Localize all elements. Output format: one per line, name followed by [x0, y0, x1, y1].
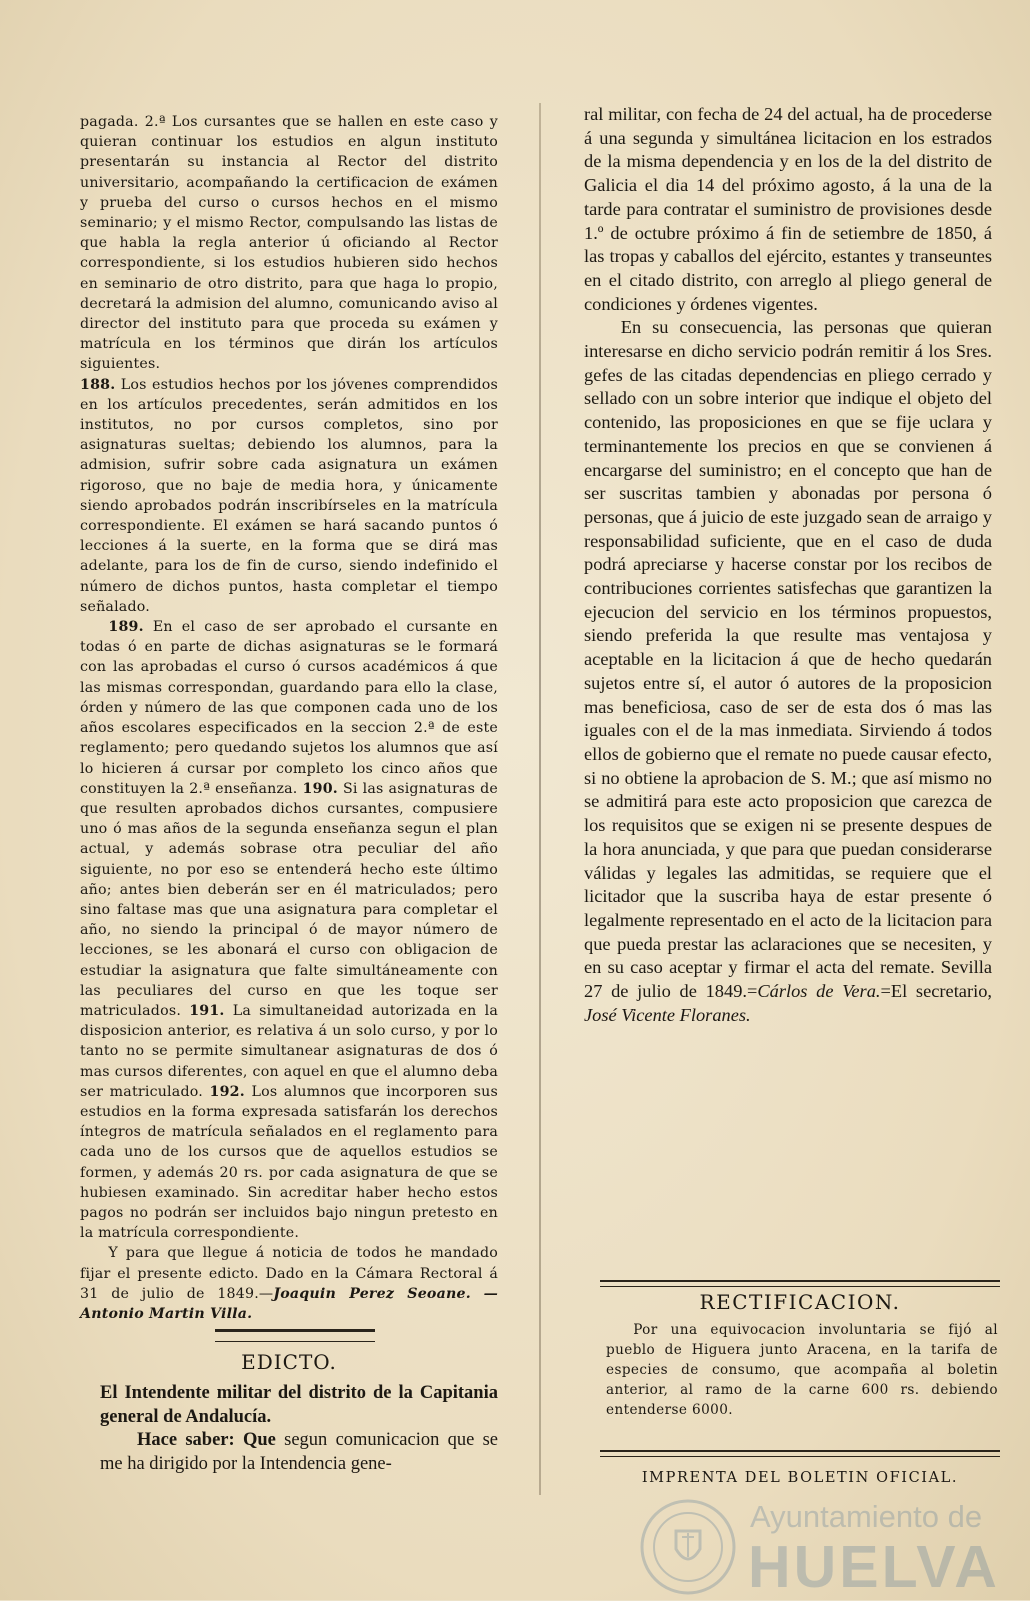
watermark-line-2: HUELVA	[748, 1534, 1000, 1600]
signer-name: Cárlos de Vera.	[757, 981, 881, 1002]
article-188	[80, 375, 498, 617]
seal-icon	[638, 1497, 738, 1597]
archive-watermark	[612, 1495, 1012, 1600]
article-number: 189.	[108, 619, 144, 636]
closing-text: Y para que llegue á noticia de todos he mandado fijar el presente edicto. Dado en la Cámara Rectoral á 31 de julio de 1849.—	[80, 1245, 498, 1302]
article-number: 188.	[80, 376, 116, 393]
edicto-lead	[100, 1429, 498, 1476]
left-column	[80, 112, 498, 1324]
article-text: Si las asignaturas de que resulten aprobados dichos cursantes, compusiere uno ó mas años de la segunda enseñanza segun el plan actual, y además sobrase otra peculiar del año siguiente, no por eso se entenderá hecho este último año; antes bien deberán ser en él matriculados; pero sino faltase mas que una asignatura para completar el año, no siendo la principal ó de mayor número de lecciones, se les abonará el curso con obligacion de estudiar la asignatura que falte simultáneamente con las peculiares del curso en que les toque ser matriculados.	[80, 780, 498, 1019]
article-189	[80, 617, 498, 1243]
edicto-lead-text: segun comunicacion que se me ha dirigido por la Intendencia gene-	[100, 1430, 499, 1475]
section-ornament	[215, 1329, 375, 1342]
article-number: 191.	[189, 1002, 225, 1019]
printer-imprint: IMPRENTA DEL BOLETIN OFICIAL.	[641, 1470, 959, 1486]
right-paragraph-1: ral militar, con fecha de 24 del actual, ha de procederse á una segunda y simultánea licitacion en los estrados de la misma dependencia y en los de la del distrito de Galicia el dia 14 del próximo agosto, á la una de la tarde para contratar el suministro de provisiones desde 1.º de octubre próximo á fin de setiembre de 1850, á las tropas y caballos del ejército, estantes y transeuntes en el citado distrito, con arreglo al pliego general de condiciones y órdenes vigentes.	[584, 104, 992, 314]
right-column	[584, 103, 992, 1027]
signer-name: — Antonio Martin Villa.	[80, 1285, 498, 1322]
rectificacion-title: RECTIFICACION.	[699, 1290, 901, 1314]
article-text: Los alumnos que incorporen sus estudios en la forma expresada satisfarán los derechos íntegros de matrícula señalados en el reglamento para cada uno de los cursos que de aquellos estudios se formen, y además 20 rs. por cada asignatura de que se hubiesen examinado. Sin acreditar haber hecho estos pagos no podrán ser incluidos bajo ningun pretesto en la matrícula correspondiente.	[80, 1083, 498, 1242]
edicto-body	[100, 1382, 498, 1477]
left-paragraph-1: pagada. 2.ª Los cursantes que se hallen en este caso y quieran continuar los estudios en algun instituto presentarán su instancia al Rector del distrito universitario, acompañando la certificacion de exámen y prueba del curso o cursos hechos en el mismo seminario; y el mismo Rector, compulsando las listas de que habla la regla anterior ú oficiando al Rector correspondiente, si los estudios hubieren sido hechos en seminario de otro distrito, para que haga lo propio, decretará la admision del alumno, comunicando aviso al director del instituto para que proceda su exámen y matrícula en los términos que dirán los artículos siguientes.	[80, 114, 498, 373]
left-closing	[80, 1243, 498, 1324]
rectificacion-body	[606, 1320, 998, 1420]
watermark-line-1: Ayuntamiento de	[750, 1499, 983, 1534]
signer-name: José Vicente Floranes.	[584, 1004, 751, 1025]
edicto-subtitle: El Intendente militar del distrito de la Capitania general de Andalucía.	[100, 1383, 498, 1427]
paragraph-text: En su consecuencia, las personas que quieran interesarse en dicho servicio podrán remitir á los Sres. gefes de las citadas dependencias en pliego cerrado y sellado con un sobre interior que indique el objeto del contenido, las proposiciones en que se fije uclara y terminantemente los precios en que se convienen á encargarse del suministro; en el concepto que han de ser suscritas tambien y abonadas por persona ó personas, que á juicio de este juzgado sean de arraigo y responsabilidad suficiente, que en el caso de duda podrá apreciarse y hacerse constar por los recibos de contribuciones corrientes satisfechas que garantizen la ejecucion del servicio en los términos propuestos, siendo preferida la que resulte mas ventajosa y aceptable en la licitacion á que de hecho quedarán sujetos entre sí, el autor ó autores de la proposicion mas beneficiosa, caso de ser de esta dos ó mas las iguales con el de la mas inmediata. Sirviendo á todos ellos de gobierno que el remate no puede causar efecto, si no obtiene la aprobacion de S. M.; que así mismo no se admitirá para este acto proposicion que carezca de los requisitos que se exigen ni se presente despues de la hora anunciada, y que para que puedan considerarse válidas y legales las admitidas, se requiere que el licitador que la suscriba haya de estar presente ó legalmente representado en el acto de la licitacion para que pueda prestar las aclaraciones que se necesiten, y en su caso aceptar y firmar el acta del remate. Sevilla 27 de julio de 1849.=	[584, 317, 992, 1002]
rectificacion-text: Por una equivocacion involuntaria se fijó al pueblo de Higuera junto Aracena, en la tarifa de especies de consumo, que acompaña al boletin anterior, al ramo de la carne 600 rs. debiendo entenderse 6000.	[606, 1322, 998, 1418]
signer-separator: =El secretario,	[880, 981, 992, 1002]
section-rule	[600, 1280, 1000, 1287]
edicto-title: EDICTO.	[241, 1350, 337, 1374]
section-rule	[600, 1450, 1000, 1457]
edicto-lead-bold: Hace saber: Que	[137, 1430, 276, 1451]
article-number: 190.	[302, 780, 338, 797]
article-text: Los estudios hechos por los jóvenes comprendidos en los artículos precedentes, serán admitidos en los institutos, no por cursos completos, sino por asignaturas sueltas; debiendo los alumnos, para la admision, sufrir sobre cada asignatura un exámen rigoroso, que no baje de media hora, y únicamente siendo aprobados podrán inscribírseles en la matrícula correspondiente. El exámen se hará sacando puntos ó lecciones á la suerte, en la forma que se dirá mas adelante, para los de fin de curso, siendo indefinido el número de dichos puntos, hasta completar el tiempo señalado.	[80, 376, 498, 615]
column-divider	[539, 103, 541, 1495]
signer-name: Joaquin Perez Seoane.	[273, 1285, 471, 1302]
article-text: La simultaneidad autorizada en la disposicion anterior, es relativa á un solo curso, y por lo tanto no se permite simultanear asignaturas de dos ó mas cursos diferentes, con aquel en que el alumno deba ser matriculado.	[80, 1002, 499, 1100]
article-text: En el caso de ser aprobado el cursante en todas ó en parte de dichas asignaturas se le formará con las aprobadas el curso ó cursos académicos á que las mismas correspondan, guardando para ello la clase, órden y número de las que componen cada uno de los años escolares especificados en la seccion 2.ª de este reglamento; pero quedando sujetos los alumnos que así lo hicieren á cursar por completo los cinco años que constituyen la 2.ª enseñanza.	[80, 619, 498, 797]
article-number: 192.	[209, 1083, 245, 1100]
right-paragraph-2	[584, 316, 992, 1027]
